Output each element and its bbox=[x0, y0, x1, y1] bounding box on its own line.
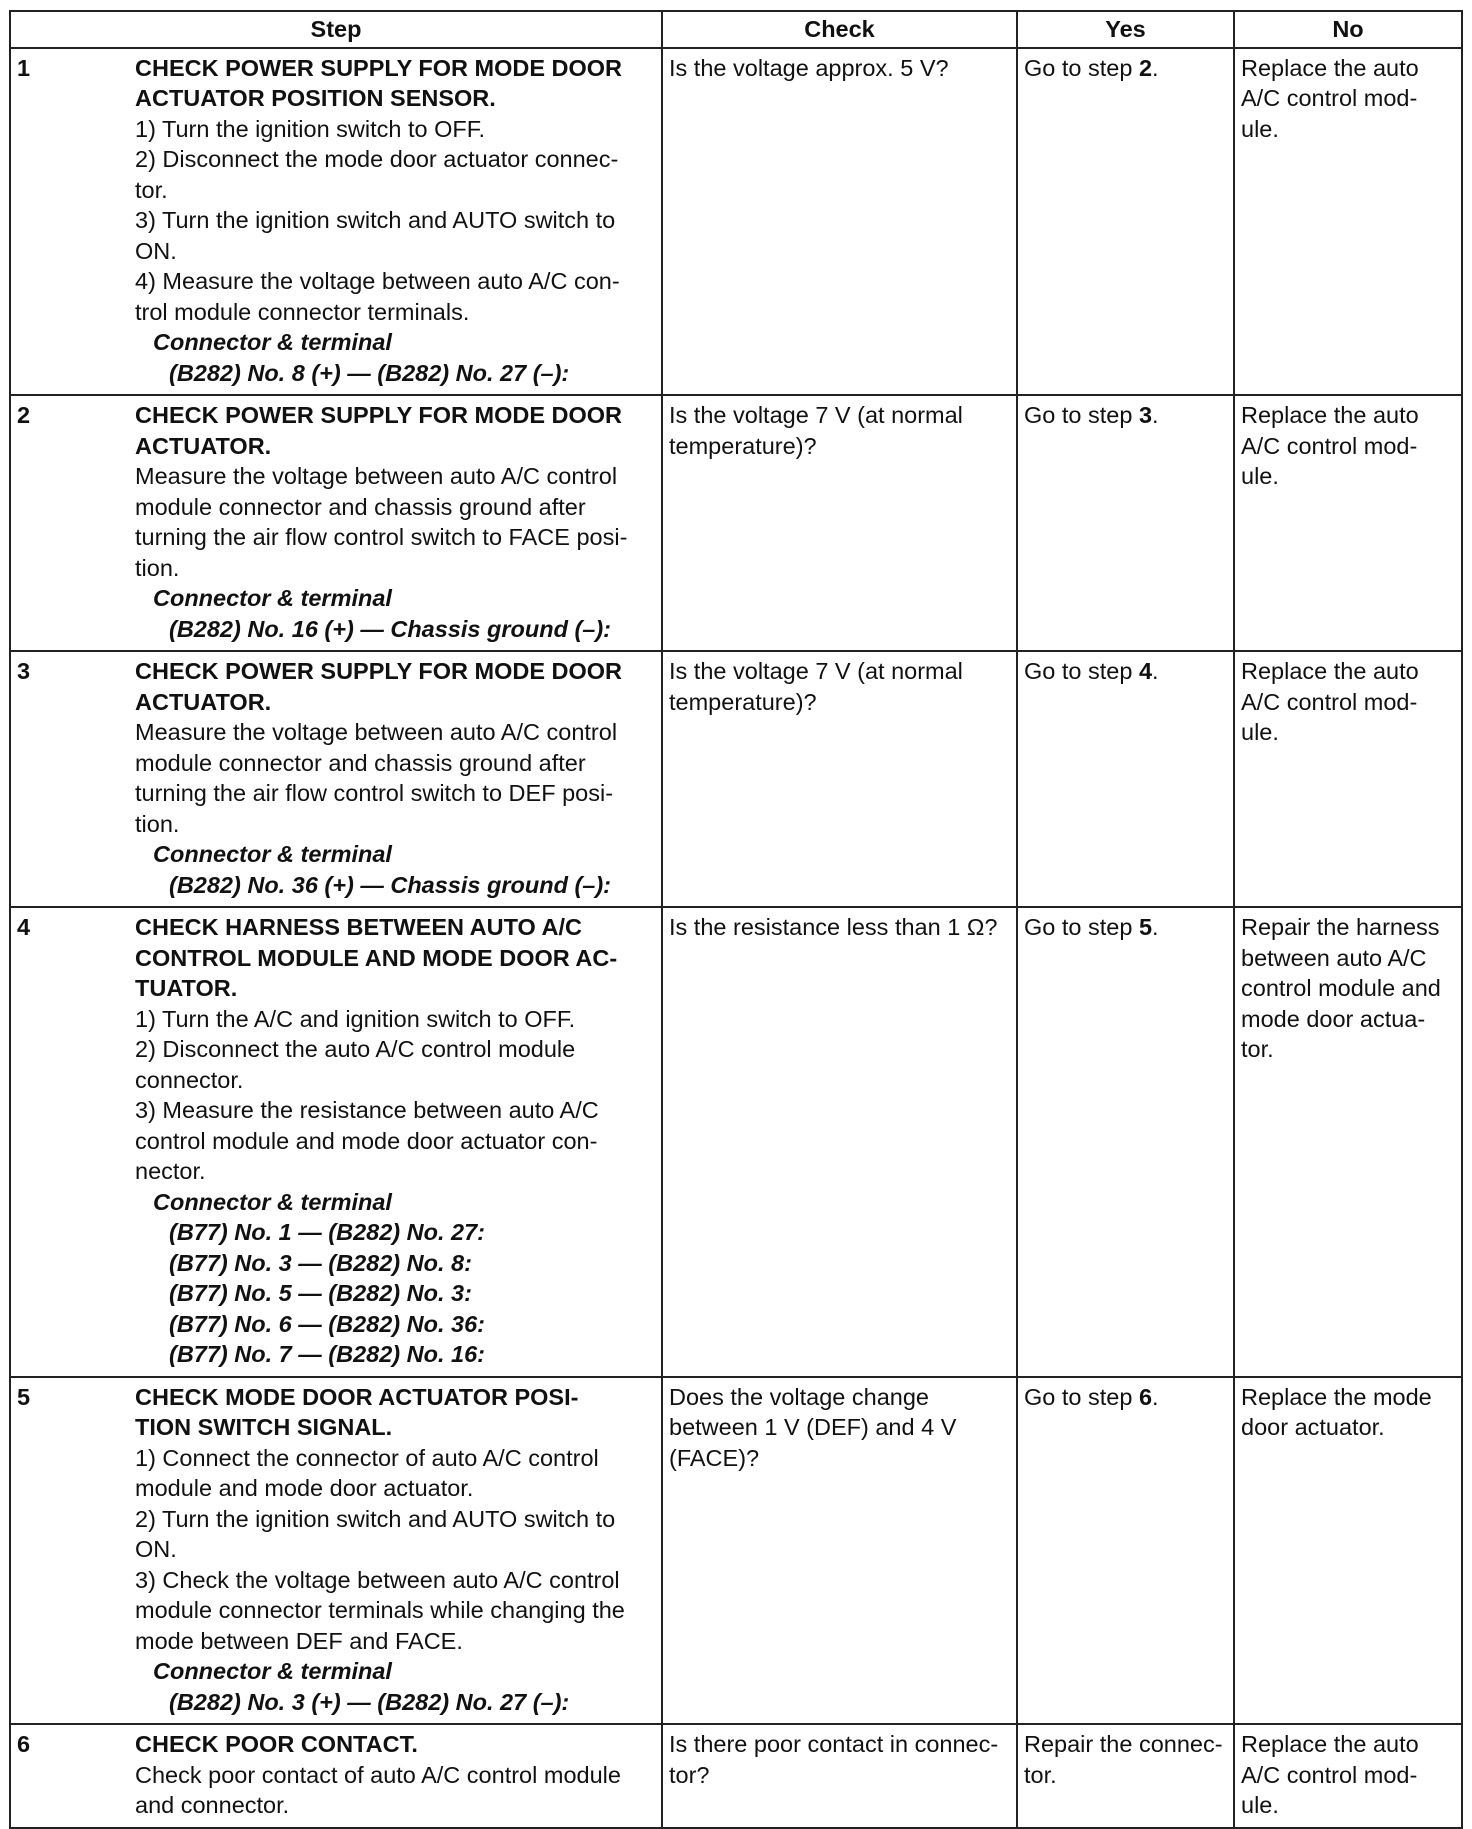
yes-cell bbox=[1017, 48, 1234, 396]
no-text: Replace the auto bbox=[1241, 658, 1419, 684]
step-instruction: tor. bbox=[135, 176, 168, 203]
yes-step-number: 6 bbox=[1138, 1383, 1153, 1410]
yes-text: tor. bbox=[1024, 1761, 1057, 1788]
check-text: between 1 V (DEF) and 4 V bbox=[669, 1414, 957, 1440]
check-text: temperature)? bbox=[669, 688, 817, 715]
header-step: Step bbox=[10, 11, 662, 48]
yes-cell bbox=[1017, 1377, 1234, 1725]
step-number: 6 bbox=[17, 1731, 31, 1757]
connector-label: Connector & terminal bbox=[153, 1188, 392, 1215]
no-text: A/C control mod- bbox=[1241, 688, 1418, 715]
step-title: TUATOR. bbox=[135, 975, 238, 1001]
step-title: CHECK POWER SUPPLY FOR MODE DOOR bbox=[135, 54, 623, 81]
no-text: ule. bbox=[1241, 1792, 1279, 1818]
step-instruction: module connector terminals while changing the bbox=[135, 1597, 625, 1623]
connector-label: Connector & terminal bbox=[153, 1658, 392, 1684]
step-instruction: 1) Turn the A/C and ignition switch to OFF. bbox=[135, 1005, 576, 1032]
check-text: Is the voltage approx. 5 V? bbox=[669, 54, 949, 81]
yes-text: Go to step 5. bbox=[1024, 914, 1159, 940]
step-title: CHECK MODE DOOR ACTUATOR POSI- bbox=[135, 1383, 579, 1410]
header-yes: Yes bbox=[1017, 11, 1234, 48]
table-row bbox=[10, 1724, 1462, 1828]
yes-step-number: 3 bbox=[1138, 402, 1153, 428]
check-cell bbox=[662, 651, 1017, 907]
step-instruction: turning the air flow control switch to FACE posi- bbox=[135, 524, 628, 550]
check-text: Does the voltage change bbox=[669, 1383, 929, 1410]
step-instruction: turning the air flow control switch to DEF posi- bbox=[135, 780, 614, 806]
step-content bbox=[17, 1382, 655, 1718]
no-text: Repair the harness bbox=[1241, 914, 1440, 940]
step-instruction: trol module connector terminals. bbox=[135, 298, 470, 325]
step-instruction: 1) Turn the ignition switch to OFF. bbox=[135, 115, 486, 142]
no-cell bbox=[1234, 907, 1462, 1377]
step-cell bbox=[10, 48, 662, 396]
no-text: Replace the auto bbox=[1241, 54, 1419, 81]
yes-step-number: 5 bbox=[1138, 914, 1153, 940]
step-number: 3 bbox=[17, 658, 31, 684]
diagnostic-table bbox=[9, 10, 1463, 1829]
step-instruction: tion. bbox=[135, 810, 180, 837]
step-title: CHECK POOR CONTACT. bbox=[135, 1731, 418, 1757]
check-cell bbox=[662, 395, 1017, 651]
table-row bbox=[10, 48, 1462, 396]
no-text: ule. bbox=[1241, 115, 1279, 142]
connector-label: Connector & terminal bbox=[153, 329, 392, 355]
step-instruction: 2) Disconnect the auto A/C control module bbox=[135, 1036, 576, 1062]
step-body bbox=[135, 1382, 655, 1718]
no-text: A/C control mod- bbox=[1241, 85, 1418, 111]
connector-terminal: (B77) No. 1 — (B282) No. 27: bbox=[169, 1219, 486, 1245]
check-text: (FACE)? bbox=[669, 1444, 760, 1471]
no-text: ule. bbox=[1241, 463, 1279, 489]
step-number: 1 bbox=[17, 54, 31, 81]
step-instruction: module connector and chassis ground after bbox=[135, 749, 586, 776]
no-text: control module and bbox=[1241, 975, 1441, 1001]
check-cell bbox=[662, 907, 1017, 1377]
step-title: CHECK POWER SUPPLY FOR MODE DOOR bbox=[135, 402, 623, 428]
step-number: 4 bbox=[17, 914, 31, 940]
table-row bbox=[10, 395, 1462, 651]
step-content bbox=[17, 656, 655, 900]
check-text: temperature)? bbox=[669, 432, 817, 459]
header-row bbox=[10, 11, 1462, 48]
step-content bbox=[17, 53, 655, 389]
step-instruction: ON. bbox=[135, 1536, 177, 1562]
connector-label: Connector & terminal bbox=[153, 841, 392, 867]
check-text: Is there poor contact in connec- bbox=[669, 1731, 999, 1757]
step-instruction: connector. bbox=[135, 1066, 244, 1093]
step-cell bbox=[10, 1377, 662, 1725]
no-cell bbox=[1234, 48, 1462, 396]
step-content bbox=[17, 400, 655, 644]
step-body bbox=[135, 1729, 655, 1821]
step-title: CHECK POWER SUPPLY FOR MODE DOOR bbox=[135, 658, 623, 684]
step-body bbox=[135, 53, 655, 389]
connector-terminal: (B77) No. 3 — (B282) No. 8: bbox=[169, 1249, 472, 1276]
no-text: between auto A/C bbox=[1241, 944, 1427, 971]
connector-terminal: (B282) No. 3 (+) — (B282) No. 27 (–): bbox=[169, 1688, 570, 1715]
table-row bbox=[10, 651, 1462, 907]
connector-terminal: (B77) No. 5 — (B282) No. 3: bbox=[169, 1280, 472, 1306]
yes-cell bbox=[1017, 395, 1234, 651]
header-check: Check bbox=[662, 11, 1017, 48]
step-content bbox=[17, 912, 655, 1370]
yes-cell bbox=[1017, 907, 1234, 1377]
step-instruction: Measure the voltage between auto A/C control bbox=[135, 719, 618, 745]
yes-text: Repair the connec- bbox=[1024, 1731, 1223, 1757]
no-text: mode door actua- bbox=[1241, 1005, 1426, 1032]
step-body bbox=[135, 912, 655, 1370]
step-instruction: 3) Turn the ignition switch and AUTO switch to bbox=[135, 207, 616, 233]
yes-text: Go to step 4. bbox=[1024, 658, 1159, 684]
step-body bbox=[135, 400, 655, 644]
step-title: ACTUATOR POSITION SENSOR. bbox=[135, 85, 496, 111]
connector-terminal: (B77) No. 6 — (B282) No. 36: bbox=[169, 1310, 486, 1337]
no-cell bbox=[1234, 395, 1462, 651]
step-title: CHECK HARNESS BETWEEN AUTO A/C bbox=[135, 914, 582, 940]
check-text: Is the voltage 7 V (at normal bbox=[669, 658, 963, 684]
step-number: 2 bbox=[17, 402, 31, 428]
connector-terminal: (B282) No. 8 (+) — (B282) No. 27 (–): bbox=[169, 359, 570, 386]
step-instruction: Measure the voltage between auto A/C control bbox=[135, 463, 618, 489]
no-text: Replace the auto bbox=[1241, 402, 1419, 428]
step-title: ACTUATOR. bbox=[135, 432, 272, 459]
no-text: Replace the mode bbox=[1241, 1383, 1432, 1410]
step-instruction: Check poor contact of auto A/C control module bbox=[135, 1761, 621, 1788]
check-text: Is the voltage 7 V (at normal bbox=[669, 402, 963, 428]
step-instruction: and connector. bbox=[135, 1792, 290, 1818]
yes-step-number: 4 bbox=[1138, 658, 1153, 684]
table-row bbox=[10, 1377, 1462, 1725]
header-no: No bbox=[1234, 11, 1462, 48]
step-instruction: control module and mode door actuator con- bbox=[135, 1127, 598, 1154]
no-text: A/C control mod- bbox=[1241, 1761, 1418, 1788]
connector-label: Connector & terminal bbox=[153, 585, 392, 611]
step-number: 5 bbox=[17, 1383, 31, 1410]
step-instruction: 1) Connect the connector of auto A/C control bbox=[135, 1444, 599, 1471]
yes-cell bbox=[1017, 1724, 1234, 1828]
check-text: Is the resistance less than 1 Ω? bbox=[669, 914, 998, 940]
no-text: door actuator. bbox=[1241, 1414, 1385, 1440]
connector-terminal: (B282) No. 16 (+) — Chassis ground (–): bbox=[169, 615, 612, 642]
connector-terminal: (B282) No. 36 (+) — Chassis ground (–): bbox=[169, 871, 612, 898]
check-cell bbox=[662, 48, 1017, 396]
table-body bbox=[10, 48, 1462, 1828]
yes-text: Go to step 6. bbox=[1024, 1383, 1159, 1410]
step-instruction: 3) Measure the resistance between auto A/C bbox=[135, 1097, 599, 1123]
yes-step-number: 2 bbox=[1138, 54, 1153, 81]
step-instruction: mode between DEF and FACE. bbox=[135, 1627, 463, 1654]
no-cell bbox=[1234, 1724, 1462, 1828]
step-title: TION SWITCH SIGNAL. bbox=[135, 1414, 393, 1440]
check-text: tor? bbox=[669, 1761, 710, 1788]
step-instruction: module and mode door actuator. bbox=[135, 1475, 474, 1501]
step-instruction: nector. bbox=[135, 1158, 206, 1184]
check-cell bbox=[662, 1377, 1017, 1725]
step-instruction: tion. bbox=[135, 554, 180, 581]
no-text: A/C control mod- bbox=[1241, 432, 1418, 459]
no-cell bbox=[1234, 651, 1462, 907]
no-text: ule. bbox=[1241, 719, 1279, 745]
yes-cell bbox=[1017, 651, 1234, 907]
table-row bbox=[10, 907, 1462, 1377]
step-instruction: 2) Turn the ignition switch and AUTO switch to bbox=[135, 1505, 616, 1532]
yes-text: Go to step 3. bbox=[1024, 402, 1159, 428]
step-instruction: 3) Check the voltage between auto A/C control bbox=[135, 1566, 620, 1593]
yes-text: Go to step 2. bbox=[1024, 54, 1159, 81]
step-cell bbox=[10, 395, 662, 651]
check-cell bbox=[662, 1724, 1017, 1828]
connector-terminal: (B77) No. 7 — (B282) No. 16: bbox=[169, 1341, 486, 1367]
step-body bbox=[135, 656, 655, 900]
no-text: Replace the auto bbox=[1241, 1731, 1419, 1757]
no-cell bbox=[1234, 1377, 1462, 1725]
step-cell bbox=[10, 1724, 662, 1828]
step-instruction: 4) Measure the voltage between auto A/C con- bbox=[135, 268, 620, 294]
step-cell bbox=[10, 907, 662, 1377]
step-instruction: 2) Disconnect the mode door actuator connec- bbox=[135, 146, 619, 172]
no-text: tor. bbox=[1241, 1036, 1274, 1062]
step-instruction: ON. bbox=[135, 237, 177, 264]
step-title: CONTROL MODULE AND MODE DOOR AC- bbox=[135, 944, 618, 971]
step-cell bbox=[10, 651, 662, 907]
step-title: ACTUATOR. bbox=[135, 688, 272, 715]
step-content bbox=[17, 1729, 655, 1821]
step-instruction: module connector and chassis ground after bbox=[135, 493, 586, 520]
